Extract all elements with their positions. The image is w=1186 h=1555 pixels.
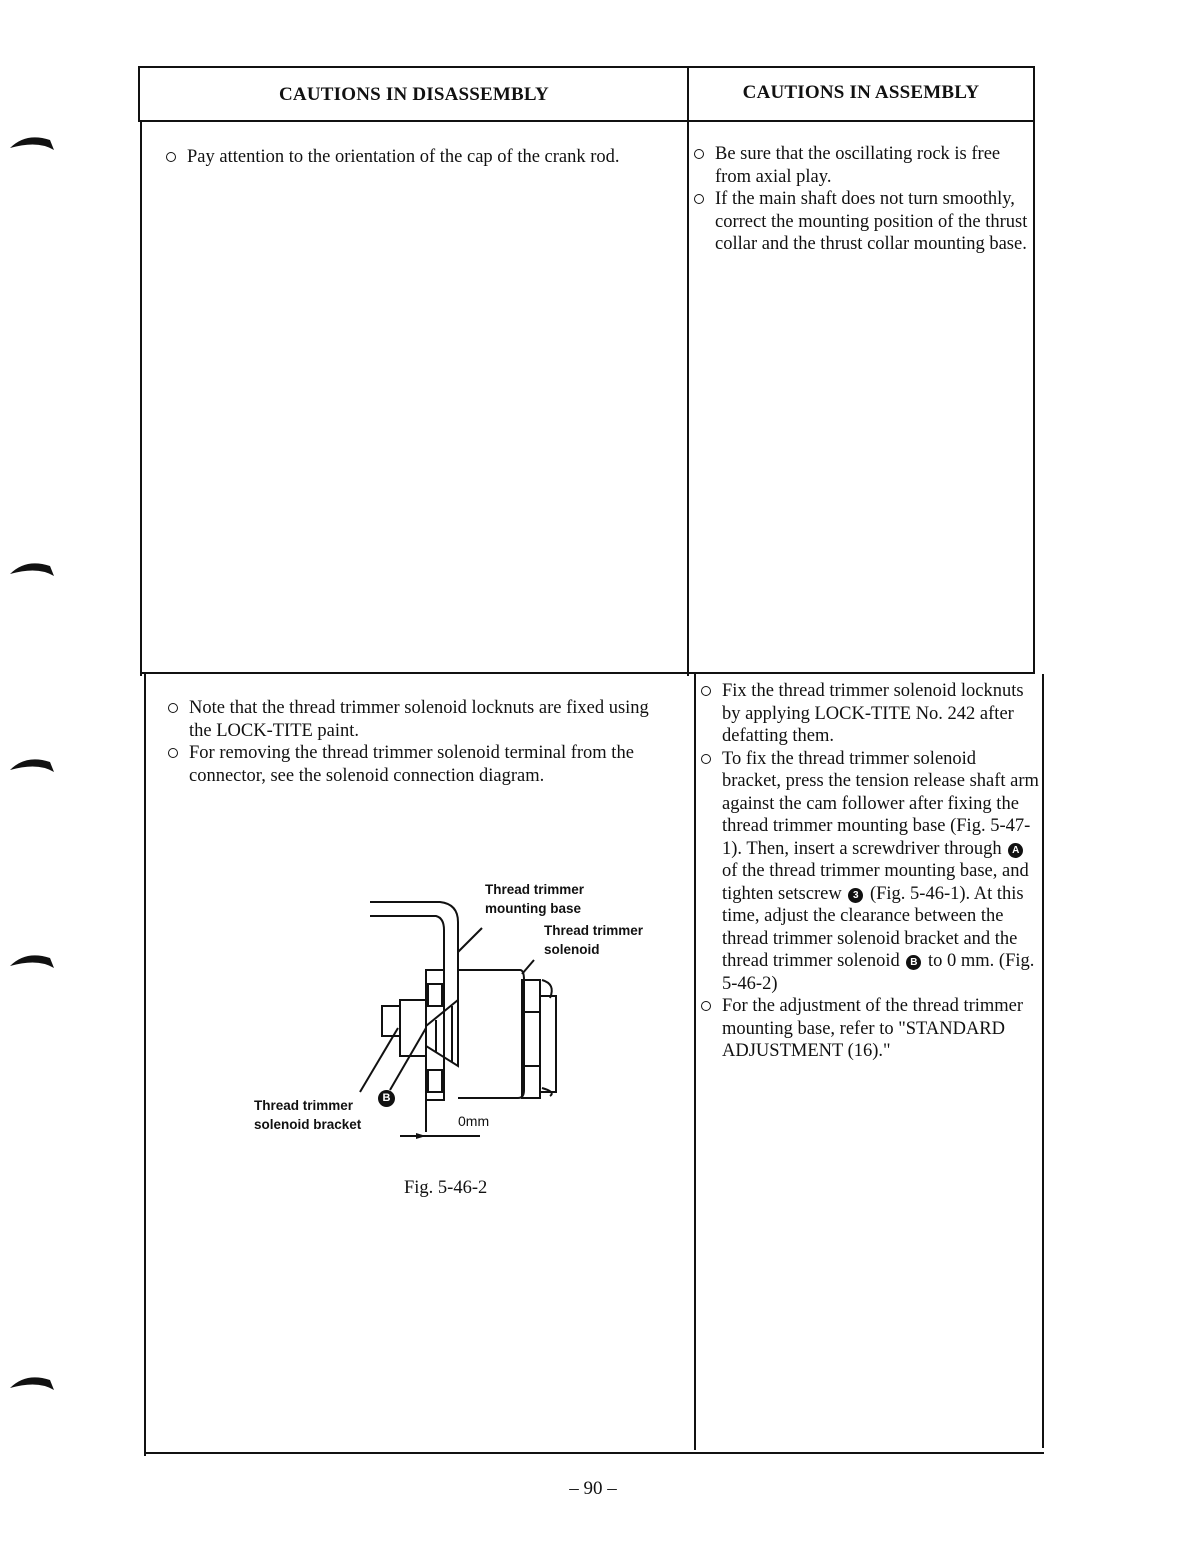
solenoid-figure bbox=[240, 870, 670, 1160]
list-item: To fix the thread trimmer solenoid bracket, press the tension release shaft arm against the cam follower after fixing the thread trimmer mounting base (Fig. 5-47-1). Then, insert a screwdriver through A of the thread trimmer mounting base, and tighten setscrew 3 (Fig. 5-46-1). At this time, adjust the clearance between the thread trimmer solenoid bracket and the thread trimmer solenoid B to 0 mm. (Fig. 5-46-2) bbox=[701, 748, 1039, 996]
table-right-border-lower bbox=[1042, 674, 1044, 1448]
page-number: – 90 – bbox=[569, 1478, 617, 1499]
binder-hole-mark bbox=[8, 950, 56, 970]
list-item: Fix the thread trimmer solenoid locknuts by applying LOCK-TITE No. 242 after defatting them. bbox=[701, 680, 1039, 748]
table-left-border-mid bbox=[140, 120, 142, 676]
mark-a-icon: A bbox=[1008, 843, 1023, 858]
binder-hole-mark bbox=[8, 1372, 56, 1392]
bullet-icon bbox=[694, 149, 704, 159]
header-assembly: CAUTIONS IN ASSEMBLY bbox=[742, 82, 980, 103]
table-right-border-upper bbox=[1033, 66, 1035, 674]
list-item: Note that the thread trimmer solenoid locknuts are fixed using the LOCK-TITE paint. bbox=[168, 697, 674, 742]
row2-assembly-cell bbox=[701, 680, 1039, 1063]
table-left-border-lower bbox=[144, 674, 146, 1456]
column-divider-upper bbox=[687, 66, 689, 676]
row1-assembly-cell bbox=[694, 143, 1030, 256]
mark-setscrew-icon: 3 bbox=[848, 888, 863, 903]
binder-hole-mark bbox=[8, 558, 56, 578]
bullet-icon bbox=[694, 194, 704, 204]
list-item: For removing the thread trimmer solenoid terminal from the connector, see the solenoid connection diagram. bbox=[168, 742, 674, 787]
header-disassembly: CAUTIONS IN DISASSEMBLY bbox=[279, 84, 549, 105]
list-item: For the adjustment of the thread trimmer mounting base, refer to "STANDARD ADJUSTMENT (16)." bbox=[701, 995, 1039, 1063]
column-divider-lower bbox=[694, 672, 696, 1450]
row1-disassembly-cell bbox=[166, 146, 676, 169]
bullet-icon bbox=[166, 152, 176, 162]
bullet-icon bbox=[168, 748, 178, 758]
list-item: Be sure that the oscillating rock is free from axial play. bbox=[694, 143, 1030, 188]
dimension-label: 0mm bbox=[458, 1113, 490, 1129]
header-divider bbox=[138, 120, 1035, 122]
figure-caption: Fig. 5-46-2 bbox=[404, 1178, 488, 1198]
table-top-border bbox=[138, 66, 1035, 68]
row2-disassembly-cell bbox=[168, 697, 674, 787]
row-divider bbox=[140, 672, 1035, 674]
label-solenoid: Thread trimmer solenoid bbox=[544, 923, 644, 957]
bullet-icon bbox=[701, 686, 711, 696]
label-bracket: Thread trimmer solenoid bracket bbox=[254, 1098, 362, 1132]
mark-b-icon: B bbox=[378, 1090, 395, 1107]
bullet-icon bbox=[701, 1001, 711, 1011]
list-item: If the main shaft does not turn smoothly, correct the mounting position of the thrust collar and the thrust collar mounting base. bbox=[694, 188, 1030, 256]
label-mounting-base: Thread trimmer mounting base bbox=[485, 882, 585, 916]
list-item: Pay attention to the orientation of the cap of the crank rod. bbox=[166, 146, 676, 169]
binder-hole-mark bbox=[8, 754, 56, 774]
table-bottom-border bbox=[144, 1452, 1044, 1454]
bullet-icon bbox=[168, 703, 178, 713]
binder-hole-mark bbox=[8, 132, 56, 152]
bullet-icon bbox=[701, 754, 711, 764]
mark-b-icon: B bbox=[906, 955, 921, 970]
